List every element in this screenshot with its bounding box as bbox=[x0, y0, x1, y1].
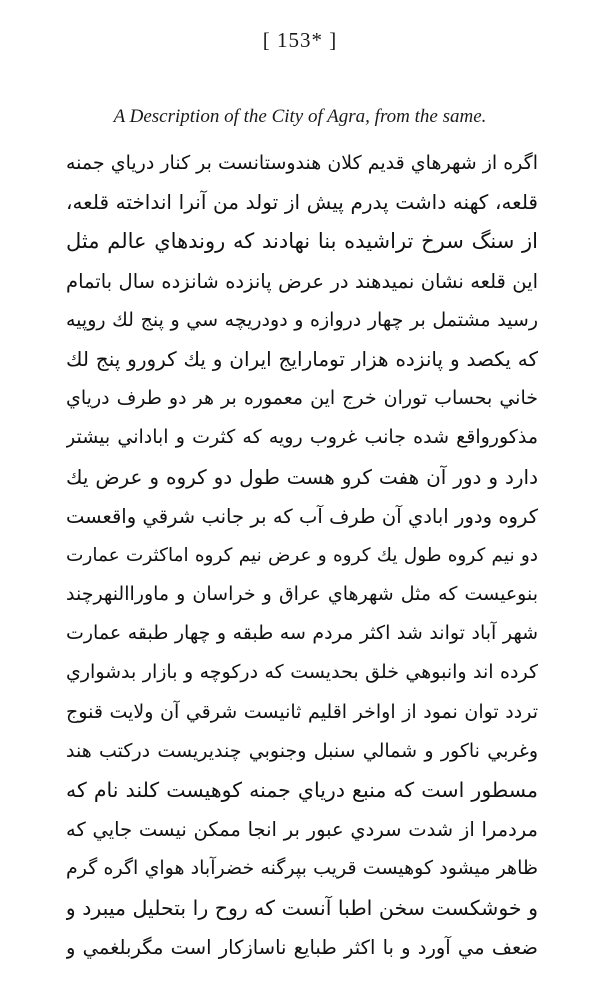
text-line: اين قلعه نشان نميدهند در عرض پانزده شانزده سال باتمام bbox=[66, 269, 538, 293]
text-line: ضعف مي آورد و با اكثر طبايع ناسازكار است مگربلغمي و bbox=[66, 935, 538, 959]
section-title: A Description of the City of Agra, from the same. bbox=[113, 106, 487, 127]
page-number: [ 153* ] bbox=[262, 28, 338, 52]
text-line: تردد توان نمود از اواخر اقليم ثانيست شرقي آن ولايت قنوج bbox=[66, 700, 538, 723]
text-line: ظاهر ميشود كوهيست قريب بپرگنه خضرآباد هواي اگره گرم bbox=[66, 857, 538, 880]
text-line: وغربي ناكور و شمالي سنبل وجنوبي چنديريست دركتب هند bbox=[66, 739, 538, 762]
text-line: بنوعيست كه مثل شهرهاي عراق و خراسان و ماوراالنهرچند bbox=[66, 583, 538, 606]
text-line: خاني بحساب توران خرج اين معموره بر هر دو طرف درياي bbox=[66, 387, 538, 410]
text-line: دارد و دور آن هفت كرو هست طول دو كروه و عرض يك bbox=[66, 464, 538, 489]
text-line: مردمرا از شدت سردي عبور بر انجا ممكن نيست جايي كه bbox=[66, 818, 538, 842]
text-line: اگره از شهرهاي قديم كلان هندوستانست بر كنار درياي جمنه bbox=[66, 152, 538, 174]
text-line: كه يكصد و پانزده هزار تومارايج ايران و يك كرورو پنج لك bbox=[66, 346, 538, 371]
text-line: و خوشكست سخن اطبا آنست كه روح را بتحليل ميبرد و bbox=[66, 895, 538, 920]
text-line: كروه ودور ابادي آن طرف آب كه بر جانب شرقي واقعست bbox=[66, 504, 538, 528]
persian-text-block bbox=[66, 144, 538, 967]
text-line: رسيد مشتمل بر چهار دروازه و دودريچه سي و پنج لك روپيه bbox=[66, 308, 538, 331]
text-line: مذكورواقع شده جانب غروب رويه كه كثرت و اباداني بيشتر bbox=[66, 426, 538, 449]
text-line: قلعه، كهنه داشت پدرم پيش از تولد من آنرا انداخته قلعه، bbox=[66, 190, 538, 215]
text-line: شهر آباد تواند شد اكثر مردم سه طبقه و چهار طبقه عمارت bbox=[66, 622, 538, 645]
text-line: دو نيم كروه طول يك كروه و عرض نيم كروه اماكثرت عمارت bbox=[66, 544, 538, 566]
text-line: مسطور است كه منبع درياي جمنه كوهيست كلند نام كه bbox=[66, 778, 538, 802]
text-line: كرده اند وانبوهي خلق بحديست كه دركوچه و بازار بدشواري bbox=[66, 661, 538, 684]
text-line: از سنگ سرخ تراشيده بنا نهادند كه روندهاي عالم مثل bbox=[66, 229, 538, 254]
